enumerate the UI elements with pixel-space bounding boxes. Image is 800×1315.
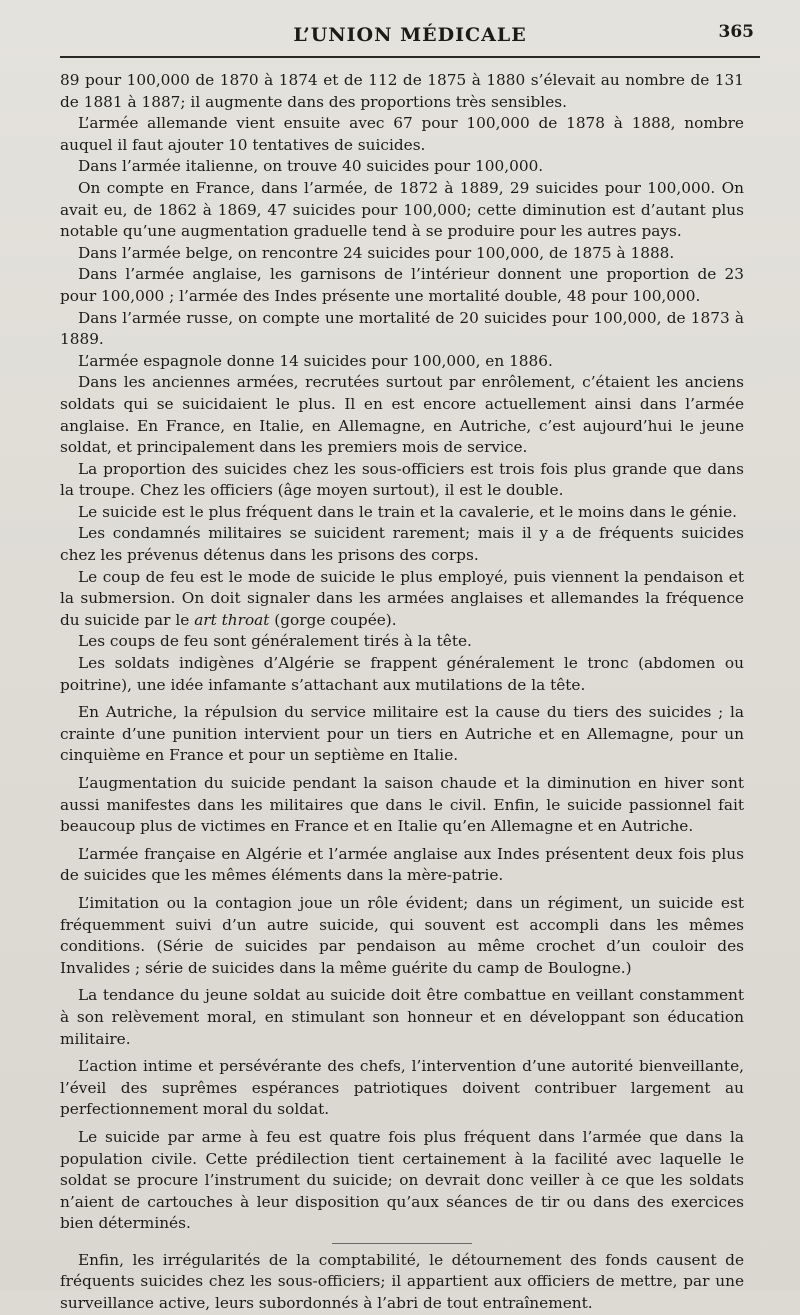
paragraph: L’action intime et persévérante des chefs, l’intervention d’une autorité bienveillante, l’éveil des suprêmes espérances patriotiques doivent contribuer largement au perfectionnement moral du soldat. xyxy=(60,1057,744,1119)
header-rule xyxy=(60,56,760,58)
paragraph: La tendance du jeune soldat au suicide doit être combattue en veillant constamment à son relèvement moral, en stimulant son honneur et en développant son éducation militaire. xyxy=(60,986,744,1048)
paragraph: 89 pour 100,000 de 1870 à 1874 et de 112 de 1875 à 1880 s’élevait au nombre de 131 de 1881 à 1887; il augmente dans des proportions très sensibles. xyxy=(60,71,744,111)
paragraph: Les coups de feu sont généralement tirés à la tête. xyxy=(78,632,472,651)
paragraph: Les condamnés militaires se suicident rarement; mais il y a de fréquents suicides chez les prévenus détenus dans les prisons des corps. xyxy=(60,524,744,565)
term-translation: (gorge coupée). xyxy=(269,610,397,629)
paragraph: Le suicide par arme à feu est quatre fois plus fréquent dans l’armée que dans la population civile. Cette prédilection tient certainement à la facilité avec laquelle le soldat se procure l’instrument du suicide; on devrait donc veiller à ce que les soldats n’aient de cartouches à leur disposition qu’aux séances de tir ou dans des exercices bien déterminés. xyxy=(60,1127,744,1233)
paragraph: Dans l’armée belge, on rencontre 24 suicides pour 100,000, de 1875 à 1888. xyxy=(78,243,675,262)
page-header xyxy=(60,22,760,54)
article-body xyxy=(60,70,744,1315)
paragraph xyxy=(60,567,744,632)
paragraph: Dans l’armée anglaise, les garnisons de l’intérieur donnent une proportion de 23 pour 100,000 ; l’armée des Indes présente une mortalité double, 48 pour 100,000. xyxy=(60,265,744,305)
paragraph: La proportion des suicides chez les sous-officiers est trois fois plus grande que dans la troupe. Chez les officiers (âge moyen surtout), il est le double. xyxy=(60,459,744,500)
term-art-throat: art throat xyxy=(194,610,270,629)
paragraph: On compte en France, dans l’armée, de 1872 à 1889, 29 suicides pour 100,000. On avait eu, de 1862 à 1869, 47 suicides pour 100,000; cette diminution est d’autant plus notable qu’une augmentation graduelle tend à se produire pour les autres pays. xyxy=(60,178,744,241)
running-title: L’UNION MÉDICALE xyxy=(293,24,527,46)
paragraph: Dans l’armée italienne, on trouve 40 suicides pour 100,000. xyxy=(78,157,544,176)
paragraph: Le suicide est le plus fréquent dans le train et la cavalerie, et le moins dans le génie. xyxy=(78,502,737,521)
paragraph: L’augmentation du suicide pendant la saison chaude et la diminution en hiver sont aussi manifestes dans les militaires que dans le civil. Enfin, le suicide passionnel fait beaucoup plus de victimes en France et en Italie qu’en Allemagne et en Autriche. xyxy=(60,774,744,836)
paragraph: L’imitation ou la contagion joue un rôle évident; dans un régiment, un suicide est fréquemment suivi d’un autre suicide, qui souvent est accompli dans les mêmes conditions. (Série de suicides par pendaison au même crochet d’un couloir des Invalides ; série de suicides dans la même guérite du camp de Boulogne.) xyxy=(60,893,744,977)
page-number: 365 xyxy=(718,22,754,42)
paragraph: L’armée française en Algérie et l’armée anglaise aux Indes présentent deux fois plus de suicides que les mêmes éléments dans la mère-patrie. xyxy=(60,844,744,885)
paragraph: Enfin, les irrégularités de la comptabilité, le détournement des fonds causent de fréquents suicides chez les sous-officiers; il appartient aux officiers de mettre, par une surveillance active, leurs subordonnés à l’abri de tout entraînement. xyxy=(60,1250,744,1313)
paragraph: Dans les anciennes armées, recrutées surtout par enrôlement, c’étaient les anciens soldats qui se suicidaient le plus. Il en est encore actuellement ainsi dans l’armée anglaise. En France, en Italie, en Allemagne, en Autriche, c’est aujourd’hui le jeune soldat, et principalement dans les premiers mois de service. xyxy=(60,373,744,457)
paragraph: Dans l’armée russe, on compte une mortalité de 20 suicides pour 100,000, de 1873 à 1889. xyxy=(60,308,744,349)
paragraph: L’armée allemande vient ensuite avec 67 pour 100,000 de 1878 à 1888, nombre auquel il faut ajouter 10 tentatives de suicides. xyxy=(60,114,744,154)
paragraph: L’armée espagnole donne 14 suicides pour 100,000, en 1886. xyxy=(78,351,553,370)
paragraph: En Autriche, la répulsion du service militaire est la cause du tiers des suicides ; la crainte d’une punition intervient pour un tiers en Autriche et en Allemagne, pour un cinquième en France et pour un septième en Italie. xyxy=(60,703,744,765)
section-divider xyxy=(332,1243,472,1244)
paragraph-text: Le coup de feu est le mode de suicide le plus employé, puis viennent la pendaison et la submersion. On doit signaler dans les armées anglaises et allemandes la fréquence du suicide par le xyxy=(60,567,744,629)
paragraph: Les soldats indigènes d’Algérie se frappent généralement le tronc (abdomen ou poitrine), une idée infamante s’attachant aux mutilations de la tête. xyxy=(60,654,744,694)
